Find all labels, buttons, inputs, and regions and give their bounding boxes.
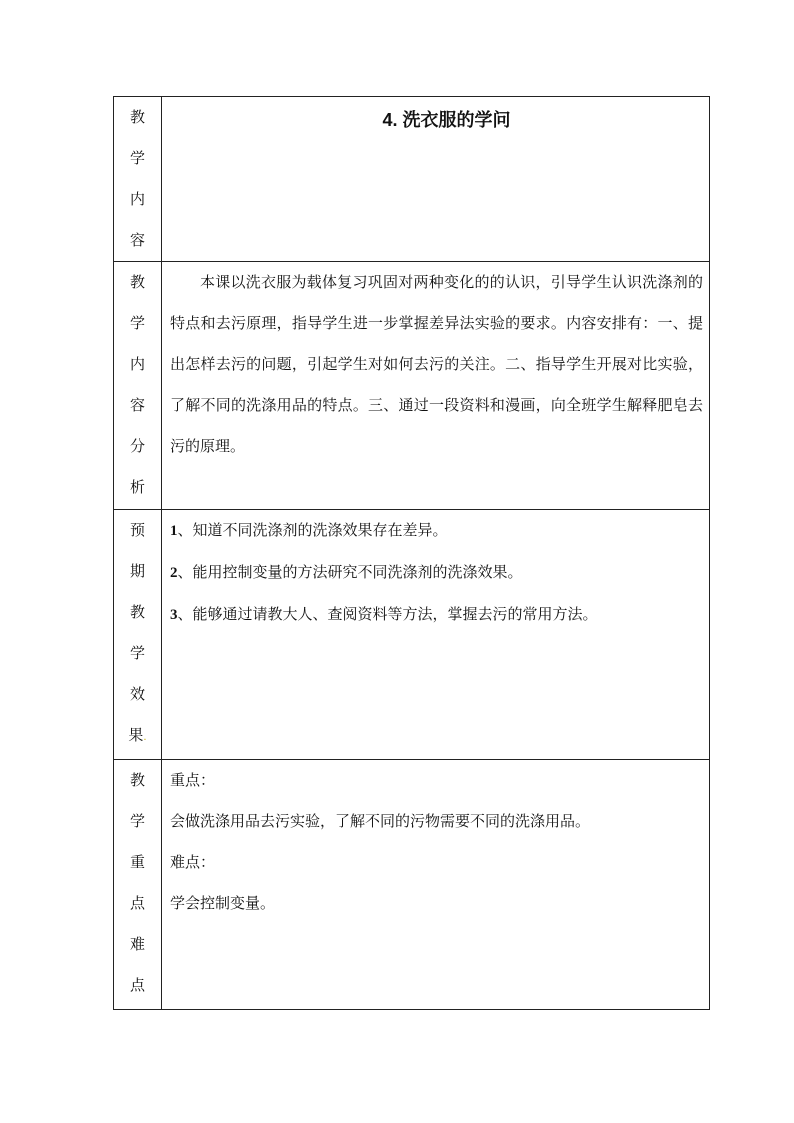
decorative-dot: . xyxy=(143,732,147,743)
item-number: 1 xyxy=(170,523,178,539)
list-item xyxy=(170,552,703,594)
row-label-char: 难 xyxy=(129,935,145,953)
table-row-content xyxy=(114,97,710,262)
row-label-char: 学 xyxy=(129,314,145,332)
row-label-cell xyxy=(114,97,162,262)
lesson-plan-table xyxy=(113,96,710,1010)
row-label-char: 学 xyxy=(129,812,145,830)
row-label-char xyxy=(114,715,161,756)
row-label-cell xyxy=(114,262,162,510)
item-text: 、能用控制变量的方法研究不同洗涤剂的洗涤效果。 xyxy=(177,563,523,581)
row-label-char: 学 xyxy=(129,644,145,662)
row-label-char: 期 xyxy=(129,562,145,580)
item-text: 、能够通过请教大人、查阅资料等方法，掌握去污的常用方法。 xyxy=(177,605,598,623)
table-row-key-points xyxy=(114,760,710,1010)
lesson-title: 4. 洗衣服的学问 xyxy=(382,110,511,130)
row-label-cell xyxy=(114,760,162,1010)
difficulty-text: 学会控制变量。 xyxy=(170,894,276,912)
content-cell xyxy=(162,262,710,510)
difficulty-heading: 难点： xyxy=(170,853,216,871)
row-label-char: 内 xyxy=(129,190,145,208)
row-label-char: 预 xyxy=(129,521,145,539)
content-cell xyxy=(162,510,710,760)
key-point-heading: 重点： xyxy=(170,771,216,789)
row-label-char: 教 xyxy=(129,108,145,126)
item-number: 3 xyxy=(170,607,178,623)
item-text: 、知道不同洗涤剂的洗涤效果存在差异。 xyxy=(177,521,448,539)
row-label-char: 容 xyxy=(129,396,145,414)
list-item xyxy=(170,594,703,636)
row-label-char: 分 xyxy=(129,437,145,455)
analysis-paragraph: 本课以洗衣服为载体复习巩固对两种变化的的认识，引导学生认识洗涤剂的特点和去污原理，指导学生进一步掌握差异法实验的要求。内容安排有：一、提出怎样去污的问题，引起学生对如何去污的关注。二、指导学生开展对比实验，了解不同的洗涤用品的特点。三、通过一段资料和漫画，向全班学生解释肥皂去污的原理。 xyxy=(170,273,703,455)
table-row-analysis xyxy=(114,262,710,510)
row-label-char: 学 xyxy=(129,149,145,167)
row-label-char-text: 果 xyxy=(128,726,144,744)
key-point-text: 会做洗涤用品去污实验，了解不同的污物需要不同的洗涤用品。 xyxy=(170,812,591,830)
item-number: 2 xyxy=(170,565,178,581)
table-row-outcomes xyxy=(114,510,710,760)
row-label-char: 点 xyxy=(129,894,145,912)
row-label-cell xyxy=(114,510,162,760)
content-cell xyxy=(162,97,710,262)
list-item xyxy=(170,510,703,552)
row-label-char: 内 xyxy=(129,355,145,373)
row-label-char: 点 xyxy=(129,976,145,994)
row-label-char: 重 xyxy=(129,853,145,871)
row-label-char: 效 xyxy=(129,685,145,703)
row-label-char: 教 xyxy=(129,603,145,621)
row-label-char: 容 xyxy=(129,231,145,249)
row-label-char: 教 xyxy=(129,273,145,291)
content-cell xyxy=(162,760,710,1010)
row-label-char: 析 xyxy=(129,478,145,496)
row-label-char: 教 xyxy=(129,771,145,789)
